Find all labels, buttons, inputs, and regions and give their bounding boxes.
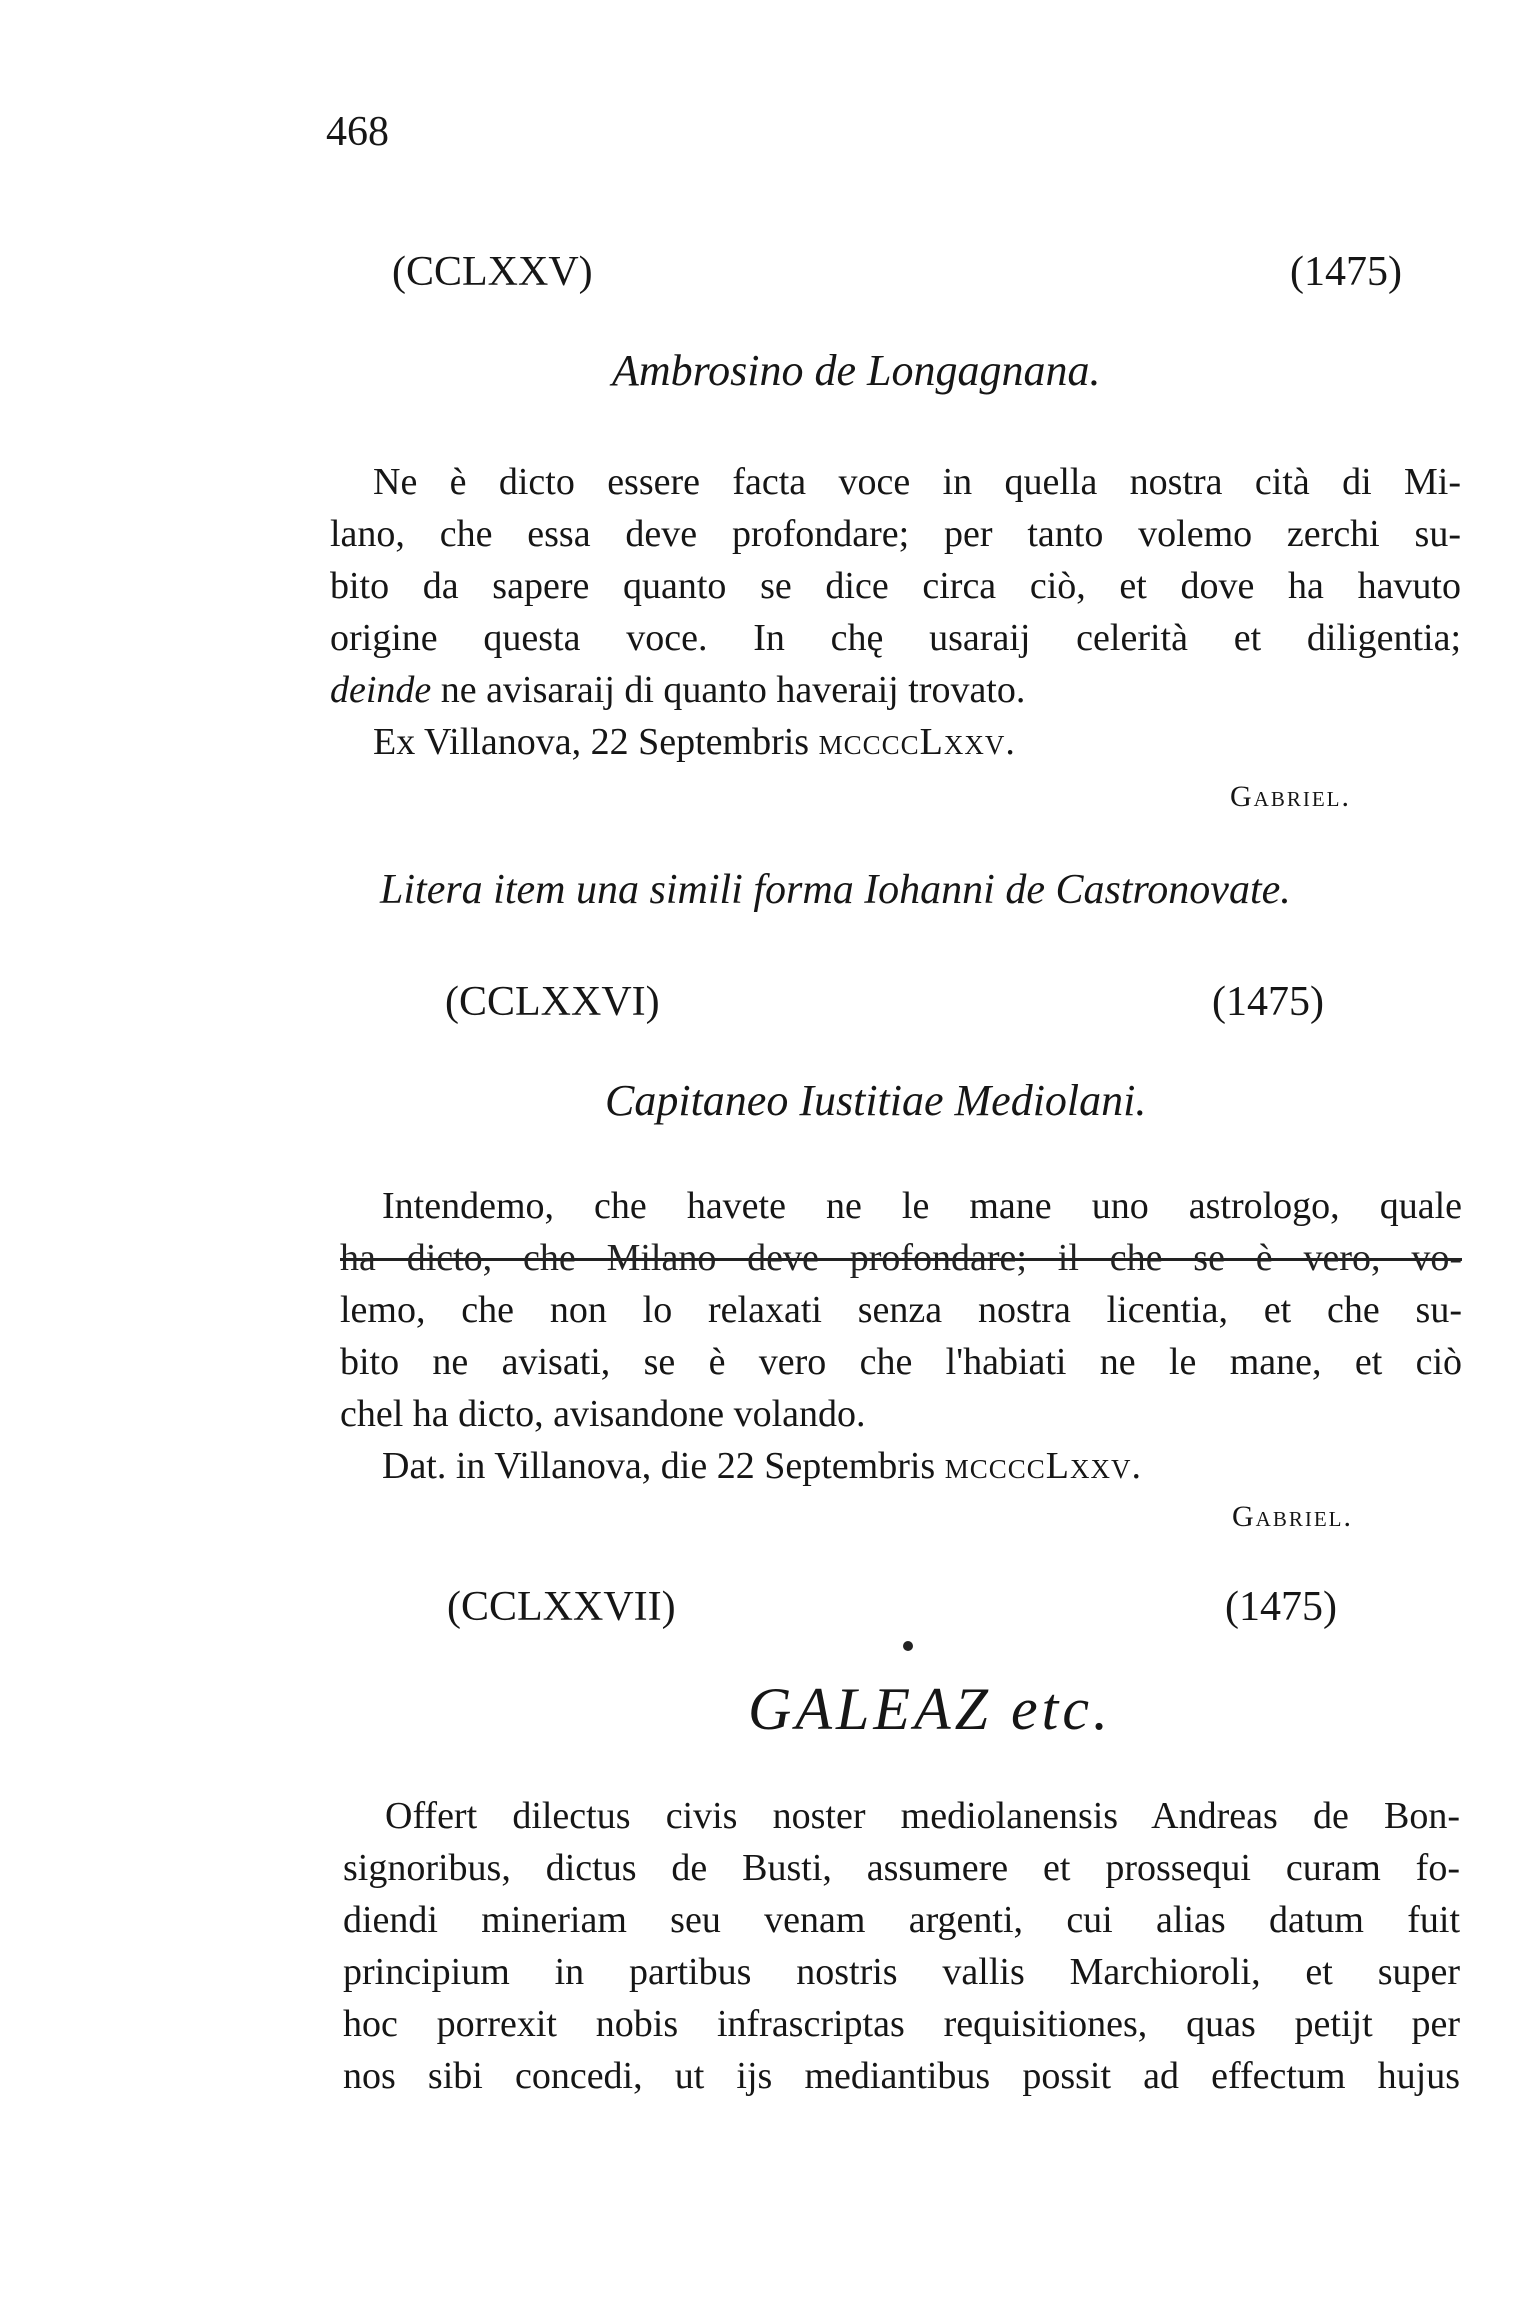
letter-heading: GALEAZ etc. <box>748 1676 1112 1742</box>
letter-number: (CCLXXV) <box>392 249 593 295</box>
text-line: lano, che essa deve profondare; per tanto volemo zerchi su- <box>330 513 1461 555</box>
text-fragment: ne avisaraij di quanto haveraij trovato. <box>440 669 1026 711</box>
text-line: Ne è dicto essere facta voce in quella nostra cità di Mi- <box>373 461 1461 503</box>
signature: Gabriel. <box>1232 1500 1353 1533</box>
text-line: lemo, che non lo relaxati senza nostra licentia, et che su- <box>340 1289 1462 1331</box>
letter-number: (CCLXXVII) <box>447 1584 676 1630</box>
signature: Gabriel. <box>1230 780 1351 813</box>
letter-addressee: Ambrosino de Longagnana. <box>612 346 1101 395</box>
text-line: Intendemo, che havete ne le mane uno astrologo, quale <box>382 1185 1462 1227</box>
text-line: diendi mineriam seu venam argenti, cui alias datum fuit <box>343 1899 1460 1941</box>
letter-number: (CCLXXVI) <box>445 979 660 1025</box>
page-number: 468 <box>326 109 389 155</box>
text-line: bito ne avisati, se è vero che l'habiati ne le mane, et ciò <box>340 1341 1462 1383</box>
letter-year: (1475) <box>1225 1584 1337 1630</box>
text-line: hoc porrexit nobis infrascriptas requisitiones, quas petijt per <box>343 2003 1460 2045</box>
letter-date <box>373 716 1016 768</box>
text-line: chel ha dicto, avisandone volando. <box>340 1393 866 1435</box>
ink-dot <box>903 1641 913 1651</box>
text-line <box>330 664 1025 716</box>
letter-date <box>382 1440 1142 1492</box>
text-line: bito da sapere quanto se dice circa ciò, et dove ha havuto <box>330 565 1461 607</box>
note-line: Litera item una simili forma Iohanni de Castronovate. <box>380 867 1291 913</box>
text-line: ha dicto, che Milano deve profondare; il che se è vero, vo- <box>340 1237 1462 1279</box>
letter-addressee: Capitaneo Iustitiae Mediolani. <box>605 1076 1147 1125</box>
italic-word: deinde <box>330 669 432 711</box>
date-year: mccccLxxv. <box>818 721 1016 763</box>
letter-year: (1475) <box>1212 979 1324 1025</box>
text-line: signoribus, dictus de Busti, assumere et prossequi curam fo- <box>343 1847 1460 1889</box>
text-line: principium in partibus nostris vallis Marchioroli, et super <box>343 1951 1460 1993</box>
date-text: Dat. in Villanova, die 22 Septembris <box>382 1445 936 1487</box>
text-line: nos sibi concedi, ut ijs mediantibus possit ad effectum hujus <box>343 2055 1460 2097</box>
letter-year: (1475) <box>1290 249 1402 295</box>
date-year: mccccLxxv. <box>944 1445 1142 1487</box>
date-text: Ex Villanova, 22 Septembris <box>373 721 810 763</box>
text-line: origine questa voce. In chę usaraij celerità et diligentia; <box>330 617 1461 659</box>
text-line: Offert dilectus civis noster mediolanensis Andreas de Bon- <box>385 1795 1460 1837</box>
